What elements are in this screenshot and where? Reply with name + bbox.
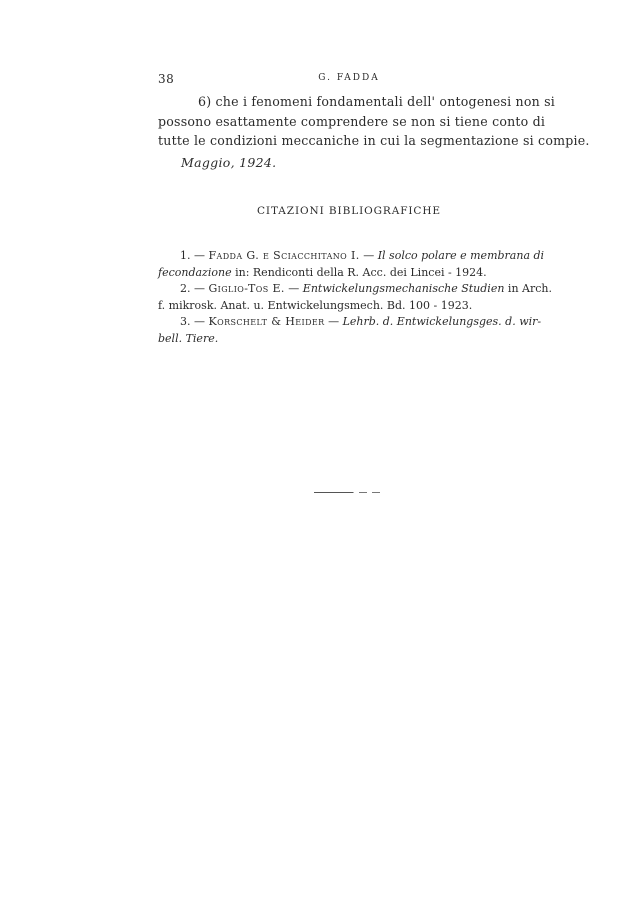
running-head — [158, 72, 540, 88]
reference-authors: Korschelt & Heider — [208, 315, 325, 328]
reference-item — [158, 248, 545, 281]
dateline: Maggio, 1924. — [181, 155, 277, 170]
reference-title: fecondazione — [158, 265, 232, 279]
paragraph-line: possono esattamente comprendere se non si tiene conto di — [158, 113, 546, 129]
reference-authors: Giglio-Tos E. — [208, 282, 285, 295]
page-number: 38 — [158, 72, 175, 86]
running-title: G. FADDA — [318, 73, 380, 83]
reference-dash: — — [363, 249, 375, 262]
reference-dash: — — [288, 282, 300, 295]
reference-source: in: Rendiconti della R. Acc. dei Lincei - 1924. — [235, 265, 487, 279]
reference-authors: Fadda G. e Sciacchitano I. — [208, 249, 360, 262]
paragraph-line: tutte le condizioni meccaniche in cui la segmentazione si compie. — [158, 133, 590, 148]
closing-rule — [314, 492, 380, 493]
reference-item — [158, 314, 540, 347]
reference-title: Il solco polare e membrana di — [377, 249, 545, 262]
reference-list — [158, 248, 552, 347]
paragraph-line: 6) che i fenomeni fondamentali dell' ontogenesi non si — [198, 94, 556, 109]
bibliography-heading: CITAZIONI BIBLIOGRAFICHE — [257, 205, 441, 217]
reference-number: 3. — [180, 315, 191, 328]
reference-title: Entwickelungsmechanische Studien — [302, 282, 505, 295]
reference-dash: — — [328, 315, 340, 328]
conclusion-paragraph — [158, 92, 590, 151]
reference-source: f. mikrosk. Anat. u. Entwickelungsmech. Bd. 100 - 1923. — [158, 298, 473, 312]
reference-dash: — — [194, 249, 205, 262]
reference-title: bell. Tiere. — [158, 331, 219, 345]
reference-dash: — — [194, 282, 205, 295]
reference-number: 1. — [180, 249, 191, 262]
reference-dash: — — [194, 315, 205, 328]
reference-title: Lehrb. d. Entwickelungsges. d. wir- — [342, 315, 542, 328]
reference-source: in Arch. — [507, 282, 552, 295]
reference-item — [158, 281, 552, 314]
reference-number: 2. — [180, 282, 191, 295]
